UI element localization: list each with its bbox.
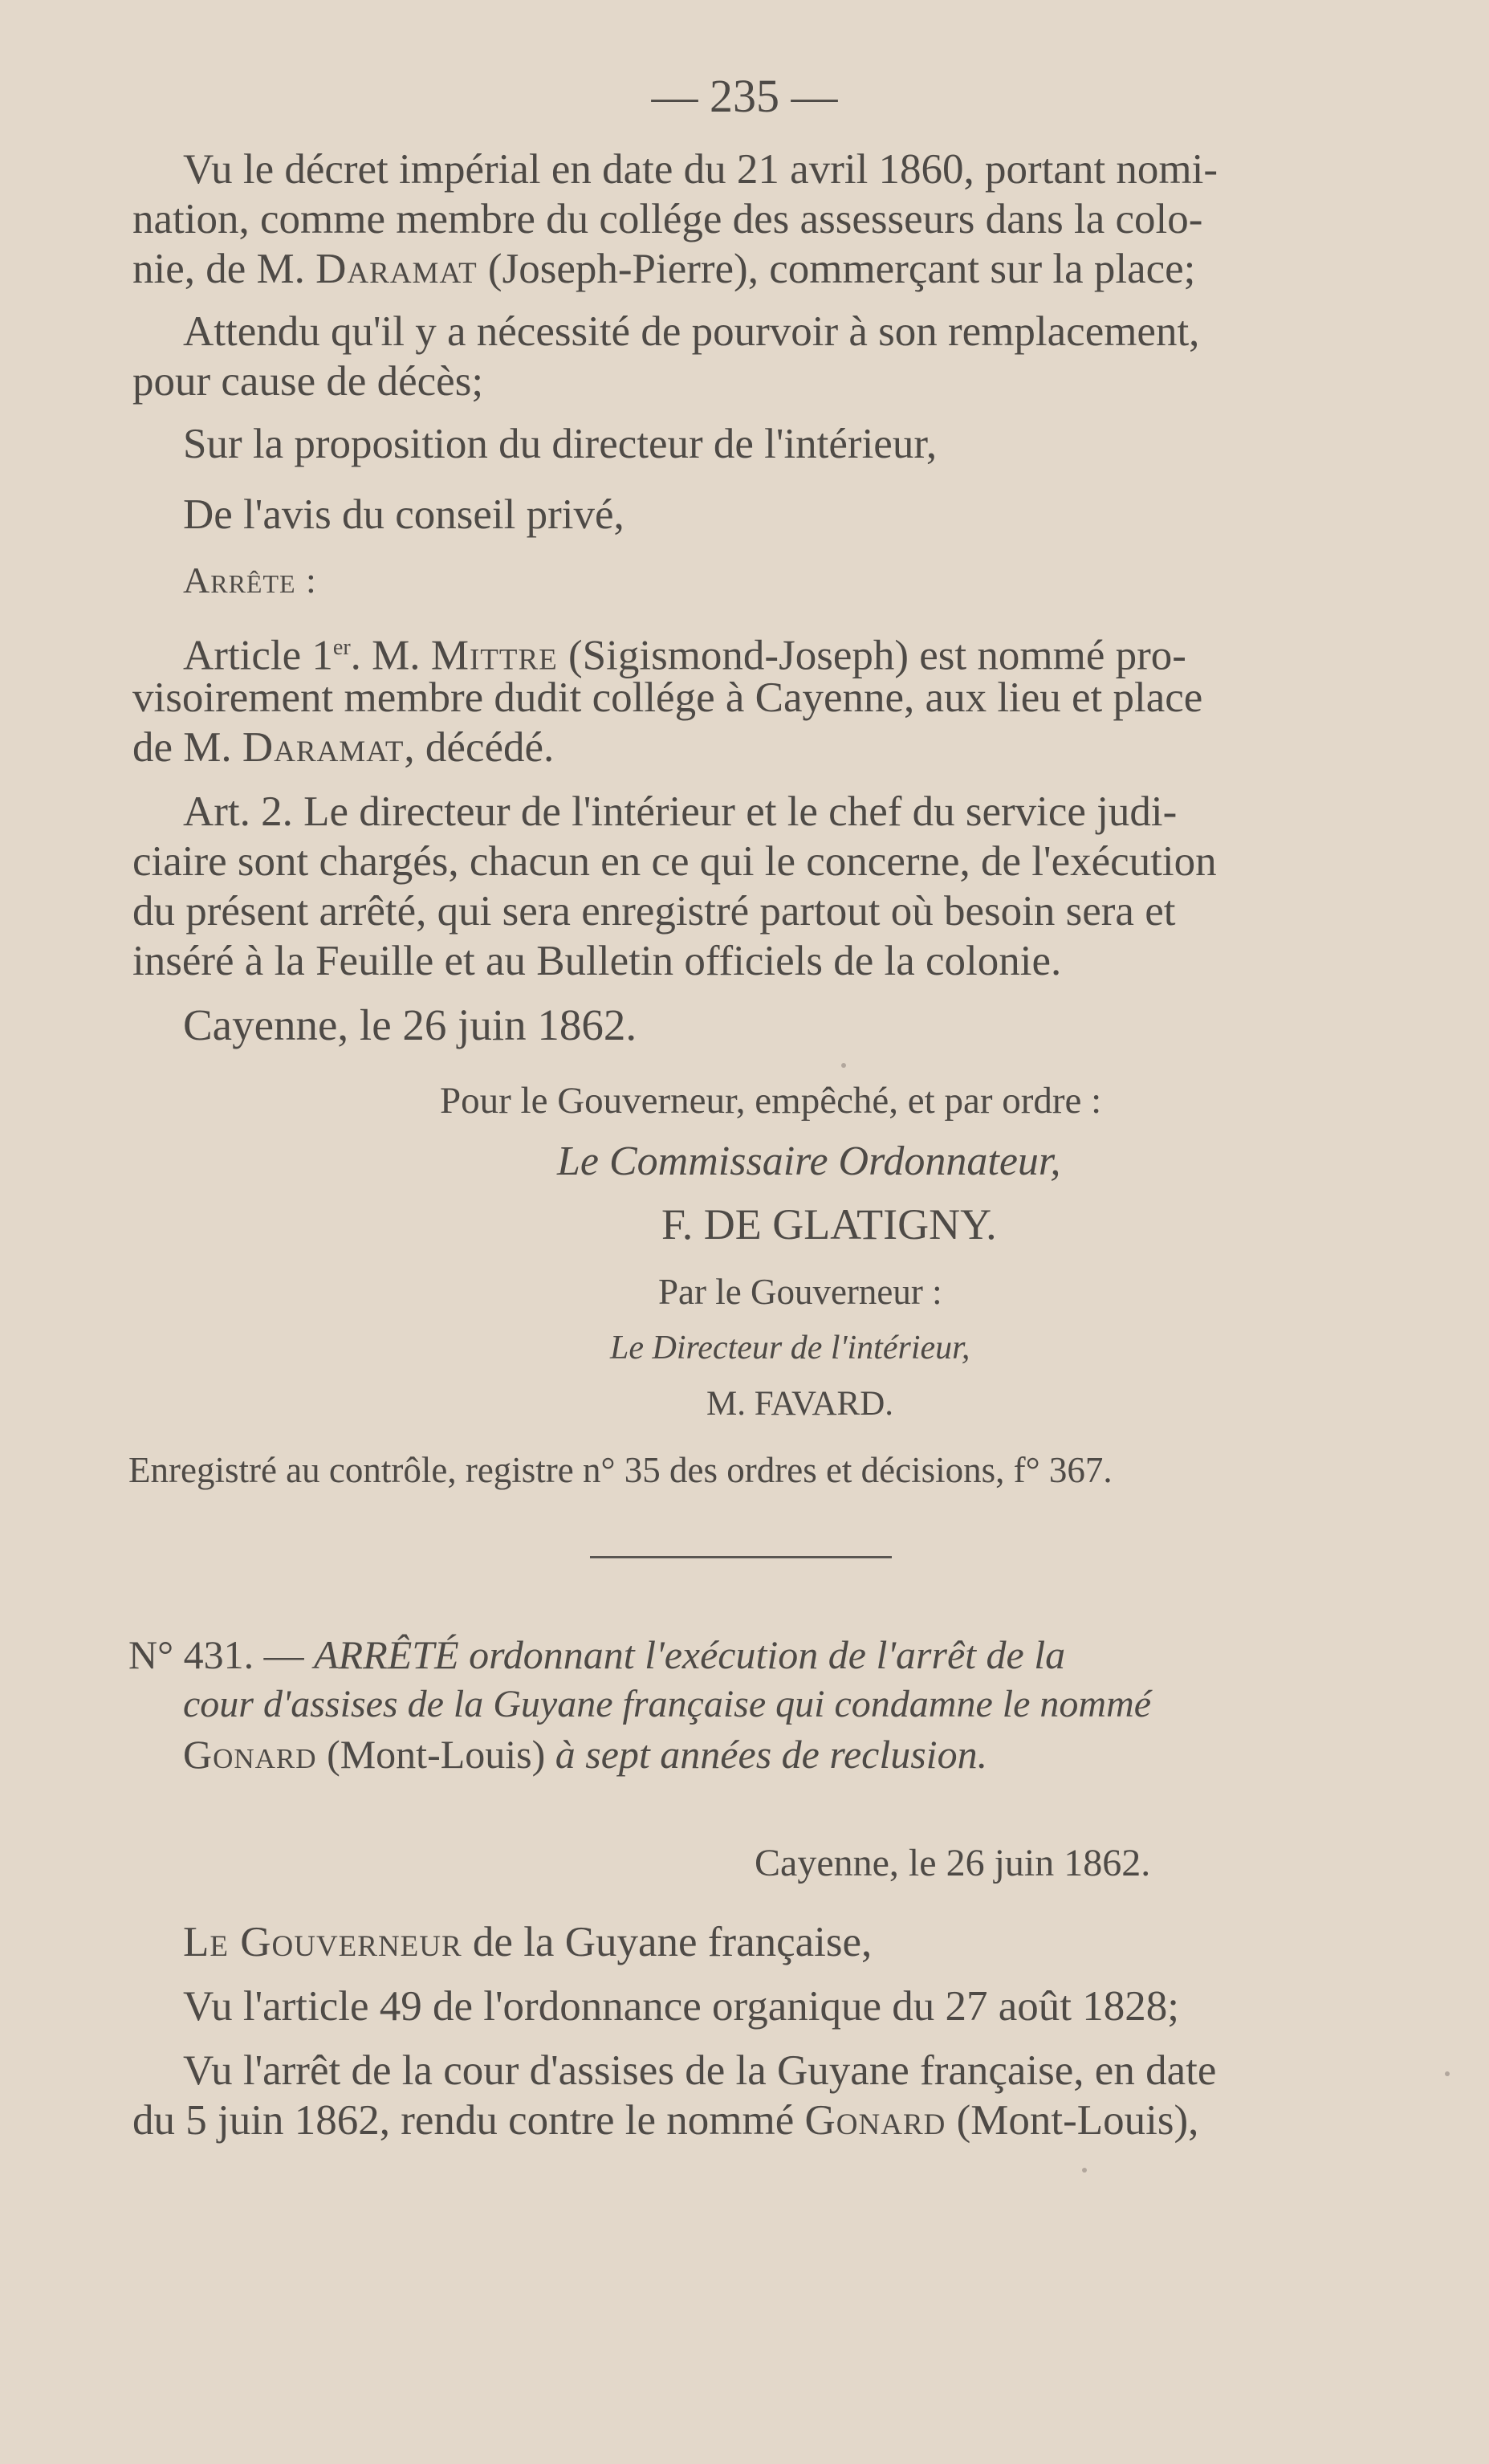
text-line: du présent arrêté, qui sera enregistré partout où besoin sera et	[132, 888, 1176, 935]
text-line: inséré à la Feuille et au Bulletin officiels de la colonie.	[132, 938, 1062, 984]
text-line: du 5 juin 1862, rendu contre le nommé Gonard (Mont-Louis),	[132, 2097, 1199, 2144]
text-line: Art. 2. Le directeur de l'intérieur et le chef du service judi-	[183, 788, 1178, 835]
signature-line: Pour le Gouverneur, empêché, et par ordre :	[440, 1080, 1102, 1122]
paper-speck	[1082, 2168, 1087, 2173]
signature-line: Par le Gouverneur :	[658, 1272, 942, 1312]
decree-heading: cour d'assises de la Guyane française qui condamne le nommé	[183, 1683, 1152, 1725]
text-line: nation, comme membre du collége des assesseurs dans la colo-	[132, 196, 1203, 242]
text-line: Le Gouverneur de la Guyane française,	[183, 1919, 873, 1965]
registration-note: Enregistré au contrôle, registre n° 35 des ordres et décisions, f° 367.	[128, 1450, 1113, 1490]
text-line: pour cause de décès;	[132, 358, 484, 405]
signature-title: Le Directeur de l'intérieur,	[610, 1330, 970, 1366]
signatory-name: F. DE GLATIGNY.	[661, 1200, 997, 1248]
paper-speck	[1445, 2071, 1450, 2076]
page-number: — 235 —	[651, 70, 838, 122]
decree-heading: Gonard (Mont-Louis) à sept années de reclusion.	[183, 1732, 988, 1777]
person-name: Daramat	[242, 724, 405, 771]
paper-speck	[841, 1063, 846, 1068]
text-line: Sur la proposition du directeur de l'intérieur,	[183, 421, 938, 467]
person-name: Gonard	[804, 2097, 946, 2144]
text-line: Vu l'arrêt de la cour d'assises de la Guyane française, en date	[183, 2047, 1217, 2094]
text-line: Vu le décret impérial en date du 21 avril 1860, portant nomi-	[183, 146, 1218, 193]
arrete-heading: Arrête :	[183, 560, 317, 601]
text-line: Vu l'article 49 de l'ordonnance organique du 27 août 1828;	[183, 1983, 1179, 2030]
section-divider	[590, 1556, 892, 1558]
text-line: nie, de M. Daramat (Joseph-Pierre), commerçant sur la place;	[132, 246, 1196, 292]
signatory-name: M. FAVARD.	[706, 1385, 894, 1423]
signature-title: Le Commissaire Ordonnateur,	[557, 1138, 1061, 1184]
person-name: Gonard	[183, 1732, 317, 1777]
text-line: Attendu qu'il y a nécessité de pourvoir à son remplacement,	[183, 308, 1200, 355]
text-line: Article 1er. M. Mittre (Sigismond-Joseph) est nommé pro-	[183, 632, 1186, 679]
person-name: Daramat	[315, 246, 478, 292]
dateline: Cayenne, le 26 juin 1862.	[183, 1000, 637, 1049]
text-line: de M. Daramat, décédé.	[132, 724, 555, 771]
text-line: visoirement membre dudit collége à Cayenne, aux lieu et place	[132, 674, 1203, 721]
dateline: Cayenne, le 26 juin 1862.	[755, 1842, 1151, 1884]
decree-heading: N° 431. — ARRÊTÉ ordonnant l'exécution de l'arrêt de la	[128, 1632, 1066, 1677]
text-line: ciaire sont chargés, chacun en ce qui le concerne, de l'exécution	[132, 838, 1217, 885]
person-name: Mittre	[430, 632, 558, 679]
text-line: De l'avis du conseil privé,	[183, 491, 624, 538]
